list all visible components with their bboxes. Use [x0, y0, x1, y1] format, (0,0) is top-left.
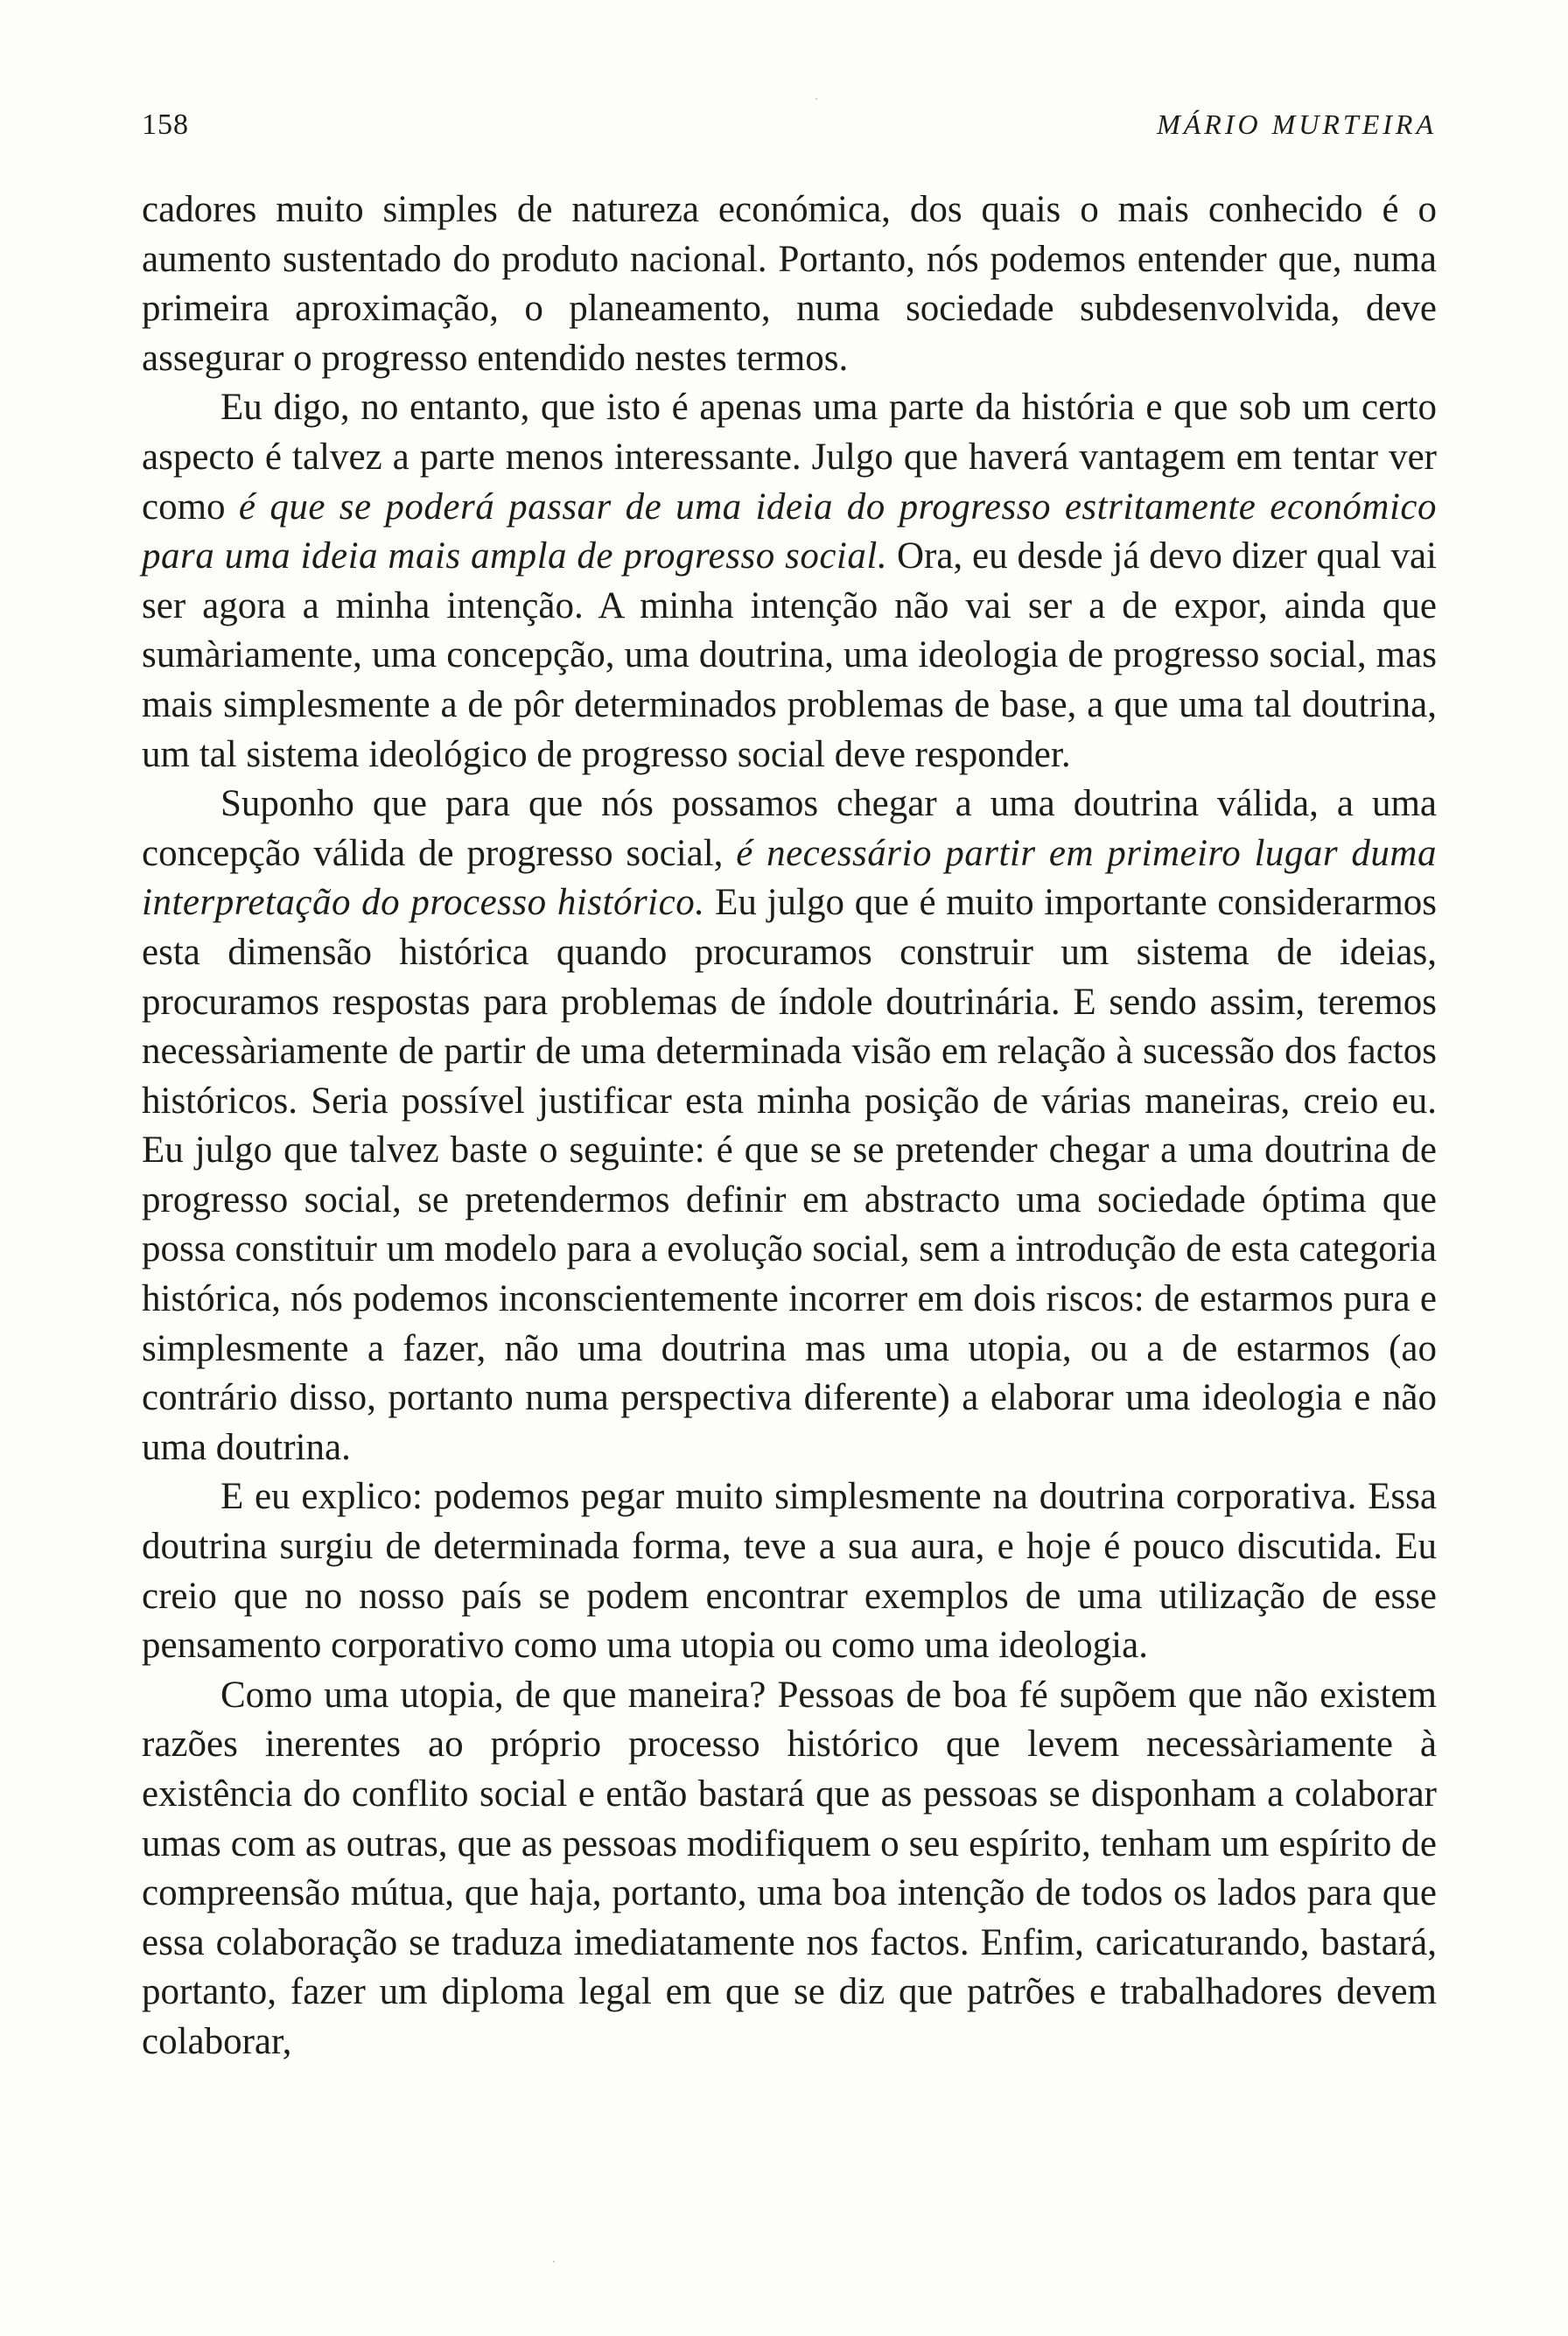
paragraph [142, 1671, 1437, 2067]
running-title: MÁRIO MURTEIRA [1157, 108, 1437, 140]
paragraph [142, 1472, 1437, 1670]
text-run: Ora, eu desde já devo dizer qual vai ser agora a minha intenção. A minha intenção não vai ser a de expor, ainda que sumàriamente, uma concepção, uma doutrina, uma ideologia de progresso social, mas mais simplesmente a de pôr determinados problemas de base, a que uma tal doutrina, um tal sistema ideológico de progresso social deve responder. [142, 535, 1437, 775]
italic-phrase: é que se poderá passar de uma ideia do progresso estritamente económico para uma ideia mais ampla de progresso social. [142, 486, 1437, 577]
paragraph [142, 383, 1437, 780]
page-number: 158 [142, 108, 189, 141]
text-run: Como uma utopia, de que maneira? Pessoas de boa fé supõem que não existem razões inerentes ao próprio processo histórico que levem necessàriamente à existência do conflito social e então bastará que as pessoas se disponham a colaborar umas com as outras, que as pessoas modifiquem o seu espírito, tenham um espírito de compreensão mútua, que haja, portanto, uma boa intenção de todos os lados para que essa colaboração se traduza imediatamente nos factos. Enfim, caricaturando, bastará, portanto, fazer um diploma legal em que se diz que patrões e trabalhadores devem colaborar, [142, 1674, 1437, 2062]
print-speck [553, 2261, 555, 2263]
italic-phrase: é necessário partir em primeiro lugar duma interpretação do processo histórico. [142, 832, 1437, 924]
text-run: Suponho que para que nós possamos chegar a uma doutrina válida, a uma concepção válida de progresso social, [142, 783, 1437, 874]
text-run: Eu digo, no entanto, que isto é apenas uma parte da história e que sob um certo aspecto é talvez a parte menos interessante. Julgo que haverá vantagem em tentar ver como [142, 387, 1437, 528]
print-speck [816, 98, 817, 100]
paragraph [142, 185, 1437, 383]
paragraph [142, 780, 1437, 1472]
text-run: Eu julgo que é muito importante considerarmos esta dimensão histórica quando procuramos construir um sistema de ideias, procuramos respostas para problemas de índole doutrinária. E sendo assim, teremos necessàriamente de partir de uma determinada visão em relação à sucessão dos factos históricos. Seria possível justificar esta minha posição de várias maneiras, creio eu. Eu julgo que talvez baste o seguinte: é que se se pretender chegar a uma doutrina de progresso social, se pretendermos definir em abstracto uma sociedade óptima que possa constituir um modelo para a evolução social, sem a introdução de esta categoria histórica, nós podemos inconscientemente incorrer em dois riscos: de estarmos pura e simplesmente a fazer, não uma doutrina mas uma utopia, ou a de estarmos (ao contrário disso, portanto numa perspectiva diferente) a elaborar uma ideologia e não uma doutrina. [142, 882, 1437, 1468]
body-text [142, 185, 1437, 2067]
running-head [142, 108, 1437, 152]
text-run: cadores muito simples de natureza económica, dos quais o mais conhecido é o aumento sustentado do produto nacional. Portanto, nós podemos entender que, numa primeira aproximação, o planeamento, numa sociedade subdesenvolvida, deve assegurar o progresso entendido nestes termos. [142, 189, 1437, 379]
text-run: E eu explico: podemos pegar muito simplesmente na doutrina corporativa. Essa doutrina surgiu de determinada forma, teve a sua aura, e hoje é pouco discutida. Eu creio que no nosso país se podem encontrar exemplos de uma utilização de esse pensamento corporativo como uma utopia ou como uma ideologia. [142, 1476, 1437, 1667]
